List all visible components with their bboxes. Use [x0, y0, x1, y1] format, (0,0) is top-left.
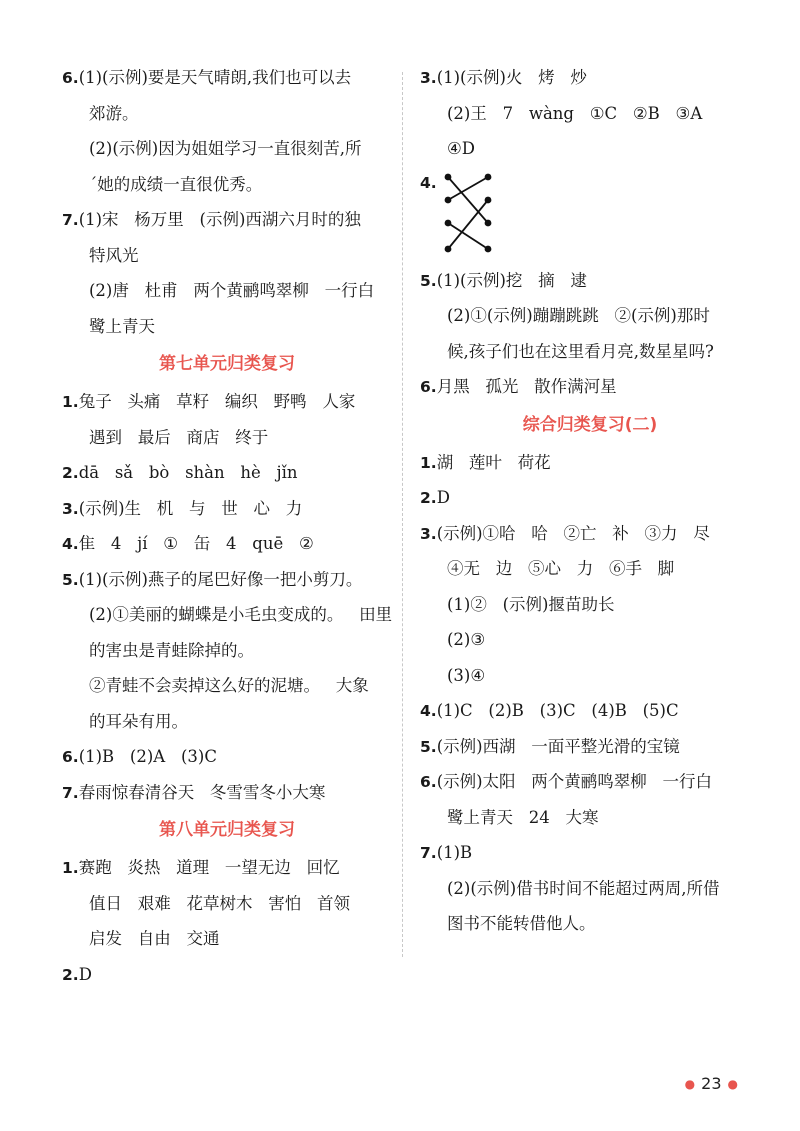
column-divider	[402, 72, 403, 957]
answer-text: (1)(示例)挖 摘 逮	[436, 270, 587, 290]
answer-line	[420, 587, 760, 623]
answer-text: (1)(示例)燕子的尾巴好像一把小剪刀。	[78, 569, 363, 589]
answer-item	[62, 384, 392, 420]
answer-line	[62, 96, 392, 132]
answer-item	[62, 850, 392, 886]
answer-line	[420, 800, 760, 836]
answer-text: ④D	[447, 139, 476, 158]
answer-item	[420, 764, 760, 800]
answer-line	[420, 658, 760, 694]
section-heading: 第七单元归类复习	[159, 354, 295, 374]
answer-line	[420, 96, 760, 132]
section-heading: 第八单元归类复习	[159, 820, 295, 840]
answer-text: (2)①美丽的蝴蝶是小毛虫变成的。 田里	[89, 605, 393, 624]
answer-item	[62, 526, 392, 562]
answer-text: (3)④	[447, 665, 486, 685]
answer-item	[420, 480, 760, 516]
answer-text: (2)(示例)因为姐姐学习一直很刻苦,所	[89, 139, 362, 158]
answer-item	[420, 516, 760, 552]
matching-question-number: 4.	[420, 173, 437, 192]
answer-line	[62, 597, 392, 633]
answer-text: 特风光	[89, 245, 139, 265]
answer-item	[420, 445, 760, 481]
answer-text: (2)①(示例)蹦蹦跳跳 ②(示例)那时	[447, 306, 710, 325]
match-dot-left-1	[445, 173, 452, 180]
match-dot-right-1	[485, 173, 492, 180]
answer-text: ②青蛙不会卖掉这么好的泥塘。 大象	[89, 676, 369, 695]
answer-text: 春雨惊春清谷天 冬雪雪冬小大寒	[78, 782, 326, 802]
answer-text: (1)② (示例)揠苗助长	[447, 594, 615, 614]
match-dot-left-2	[445, 196, 452, 203]
answer-line	[62, 420, 392, 456]
answer-line	[420, 622, 760, 658]
question-number: 1.	[62, 393, 79, 411]
section-heading: 综合归类复习(二)	[522, 414, 658, 435]
question-number: 5.	[420, 271, 437, 290]
answer-line	[62, 668, 392, 704]
footer-dot-icon: ●	[684, 1077, 696, 1091]
answer-line	[62, 704, 392, 740]
answer-item	[62, 491, 392, 527]
match-dot-left-3	[445, 219, 452, 226]
question-number: 2.	[62, 965, 79, 984]
answer-text: 候,孩子们也在这里看月亮,数星星吗?	[447, 341, 714, 361]
page-number: 23	[701, 1074, 722, 1093]
question-number: 6.	[420, 773, 437, 791]
question-number: 7.	[62, 211, 79, 229]
answer-line	[62, 886, 392, 922]
right-column	[420, 60, 760, 942]
answer-text: (示例)西湖 一面平整光滑的宝镜	[436, 736, 680, 756]
answer-text: (示例)生 机 与 世 心 力	[78, 498, 303, 518]
answer-line	[420, 298, 760, 334]
answer-text: 赛跑 炎热 道理 一望无边 回忆	[78, 858, 340, 877]
page-footer	[679, 1072, 744, 1096]
question-number: 5.	[420, 737, 437, 756]
matching-answer	[420, 167, 760, 263]
question-number: 7.	[420, 844, 437, 862]
answer-text: D	[78, 964, 92, 984]
answer-text: ④无 边 ⑤心 力 ⑥手 脚	[447, 559, 675, 578]
answer-line	[62, 238, 392, 274]
answer-item	[62, 202, 392, 238]
question-number: 6.	[420, 378, 437, 396]
question-number: 4.	[420, 702, 437, 720]
answer-item	[420, 729, 760, 765]
answer-line	[420, 131, 760, 167]
question-number: 3.	[420, 69, 437, 87]
answer-text: 湖 莲叶 荷花	[436, 452, 551, 472]
right-bottom-answers	[420, 263, 760, 942]
answer-text: (1)B	[436, 843, 473, 862]
footer-dot-icon: ●	[727, 1077, 738, 1091]
question-number: 4.	[62, 535, 79, 553]
match-line-2	[448, 177, 488, 200]
answer-item	[62, 562, 392, 598]
answer-text: 隹 4 jí ① 缶 4 quē ②	[78, 534, 314, 553]
answer-item	[420, 835, 760, 871]
question-number: 1.	[420, 453, 437, 472]
question-number: 1.	[62, 859, 79, 877]
answer-text: (2)(示例)借书时间不能超过两周,所借	[447, 878, 720, 898]
answer-line	[420, 871, 760, 907]
answer-item	[62, 455, 392, 491]
answer-line	[62, 309, 392, 345]
answer-line	[420, 551, 760, 587]
answer-item	[420, 369, 760, 405]
question-number: 6.	[62, 69, 79, 87]
answer-item	[420, 693, 760, 729]
answer-text: (1)(示例)要是天气晴朗,我们也可以去	[78, 68, 352, 87]
question-number: 3.	[62, 499, 79, 518]
answer-item	[420, 60, 760, 96]
answer-line	[62, 131, 392, 167]
question-number: 2.	[62, 464, 79, 482]
answer-text: 值日 艰难 花草树木 害怕 首领	[89, 893, 350, 913]
answer-text: 的害虫是青蛙除掉的。	[89, 640, 254, 660]
answer-text: dā sǎ bò shàn hè jǐn	[78, 463, 298, 482]
match-dot-right-4	[485, 245, 492, 252]
answer-line	[62, 167, 392, 203]
answer-text: (1)宋 杨万里 (示例)西湖六月时的独	[78, 210, 361, 229]
question-number: 3.	[420, 524, 437, 543]
answer-text: 鹭上青天	[89, 316, 155, 336]
left-column	[62, 60, 392, 992]
match-line-4	[448, 200, 488, 249]
answer-line	[420, 906, 760, 942]
answer-text: 鹭上青天 24 大寒	[447, 807, 599, 827]
answer-text: 图书不能转借他人。	[447, 914, 596, 933]
answer-text: (2)王 7 wàng ①C ②B ③A	[447, 103, 703, 123]
answer-text: D	[436, 488, 450, 507]
question-number: 6.	[62, 748, 79, 766]
answer-item	[62, 957, 392, 993]
answer-item	[420, 263, 760, 299]
match-dot-left-4	[445, 245, 452, 252]
answer-text: (示例)太阳 两个黄鹂鸣翠柳 一行白	[436, 772, 713, 791]
matching-lines-diagram	[436, 169, 506, 261]
answer-text: (1)C (2)B (3)C (4)B (5)C	[436, 701, 679, 720]
answer-text: 启发 自由 交通	[89, 929, 220, 948]
answer-line	[62, 273, 392, 309]
answer-text: 月黑 孤光 散作满河星	[436, 377, 617, 396]
answer-text: (1)B (2)A (3)C	[78, 747, 217, 766]
answer-text: (2)唐 杜甫 两个黄鹂鸣翠柳 一行白	[89, 281, 375, 300]
question-number: 2.	[420, 489, 437, 507]
answer-text: (示例)①哈 哈 ②亡 补 ③力 尽	[436, 523, 710, 543]
answer-text: ˊ她的成绩一直很优秀。	[89, 174, 263, 194]
question-number: 5.	[62, 570, 79, 589]
answer-text: 的耳朵有用。	[89, 711, 188, 731]
match-dot-right-2	[485, 196, 492, 203]
right-top-answers	[420, 60, 760, 167]
answer-text: (1)(示例)火 烤 炒	[436, 68, 587, 87]
answer-text: 遇到 最后 商店 终于	[89, 427, 269, 447]
match-dot-right-3	[485, 219, 492, 226]
answer-text: 兔子 头痛 草籽 编织 野鸭 人家	[78, 392, 356, 411]
question-number: 7.	[62, 783, 79, 802]
match-line-3	[448, 223, 488, 249]
answer-line	[420, 334, 760, 370]
answer-text: 郊游。	[89, 103, 139, 123]
answer-item	[62, 60, 392, 96]
answer-text: (2)③	[447, 630, 486, 649]
answer-item	[62, 775, 392, 811]
match-line-1	[448, 177, 488, 223]
answer-line	[62, 921, 392, 957]
answer-item	[62, 739, 392, 775]
answer-line	[62, 633, 392, 669]
